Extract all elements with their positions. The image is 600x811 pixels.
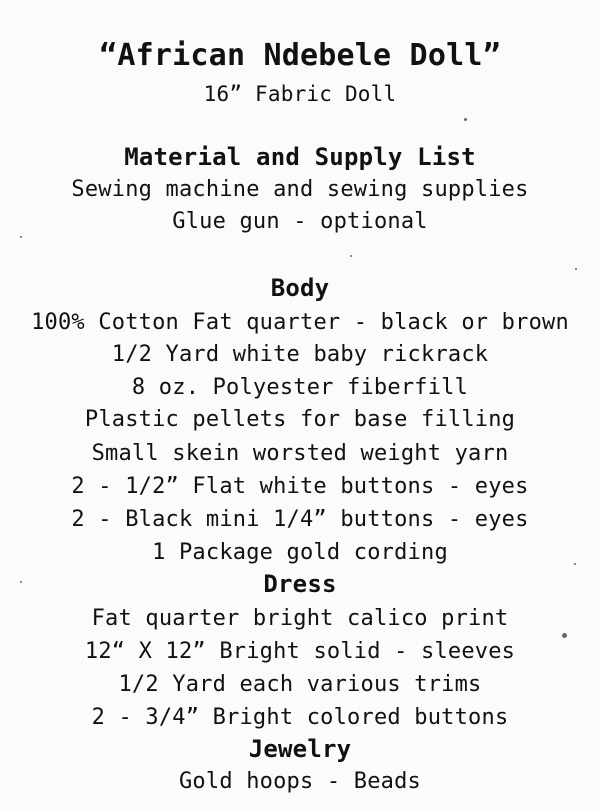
materials-item: Glue gun - optional xyxy=(172,209,428,234)
body-item: 1 Package gold cording xyxy=(152,540,448,565)
scan-speck xyxy=(350,255,352,257)
body-item: 1/2 Yard white baby rickrack xyxy=(111,342,489,367)
jewelry-heading: Jewelry xyxy=(248,735,352,763)
scan-speck xyxy=(464,118,467,121)
dress-item: 1/2 Yard each various trims xyxy=(118,672,482,697)
body-item: 2 - Black mini 1/4” buttons - eyes xyxy=(71,507,529,532)
body-item: Plastic pellets for base filling xyxy=(84,407,516,432)
page-title: “African Ndebele Doll” xyxy=(99,38,501,73)
body-item: 100% Cotton Fat quarter - black or brown xyxy=(31,310,569,335)
dress-heading: Dress xyxy=(263,570,337,598)
dress-item: 12“ X 12” Bright solid - sleeves xyxy=(84,639,516,664)
scan-speck xyxy=(20,581,22,583)
scan-speck xyxy=(575,268,577,270)
body-item: 2 - 1/2” Flat white buttons - eyes xyxy=(71,474,529,499)
body-item: Small skein worsted weight yarn xyxy=(91,441,509,466)
materials-heading: Material and Supply List xyxy=(124,143,476,171)
dress-item: Fat quarter bright calico print xyxy=(91,606,509,631)
body-item: 8 oz. Polyester fiberfill xyxy=(131,375,469,400)
jewelry-item: Gold hoops - Beads xyxy=(178,769,421,794)
dress-item: 2 - 3/4” Bright colored buttons xyxy=(91,705,509,730)
materials-item: Sewing machine and sewing supplies xyxy=(71,177,529,202)
scan-speck xyxy=(562,633,567,638)
scan-speck xyxy=(20,236,22,238)
scan-speck xyxy=(574,563,576,565)
body-heading: Body xyxy=(270,274,330,302)
page-subtitle: 16” Fabric Doll xyxy=(203,82,397,106)
